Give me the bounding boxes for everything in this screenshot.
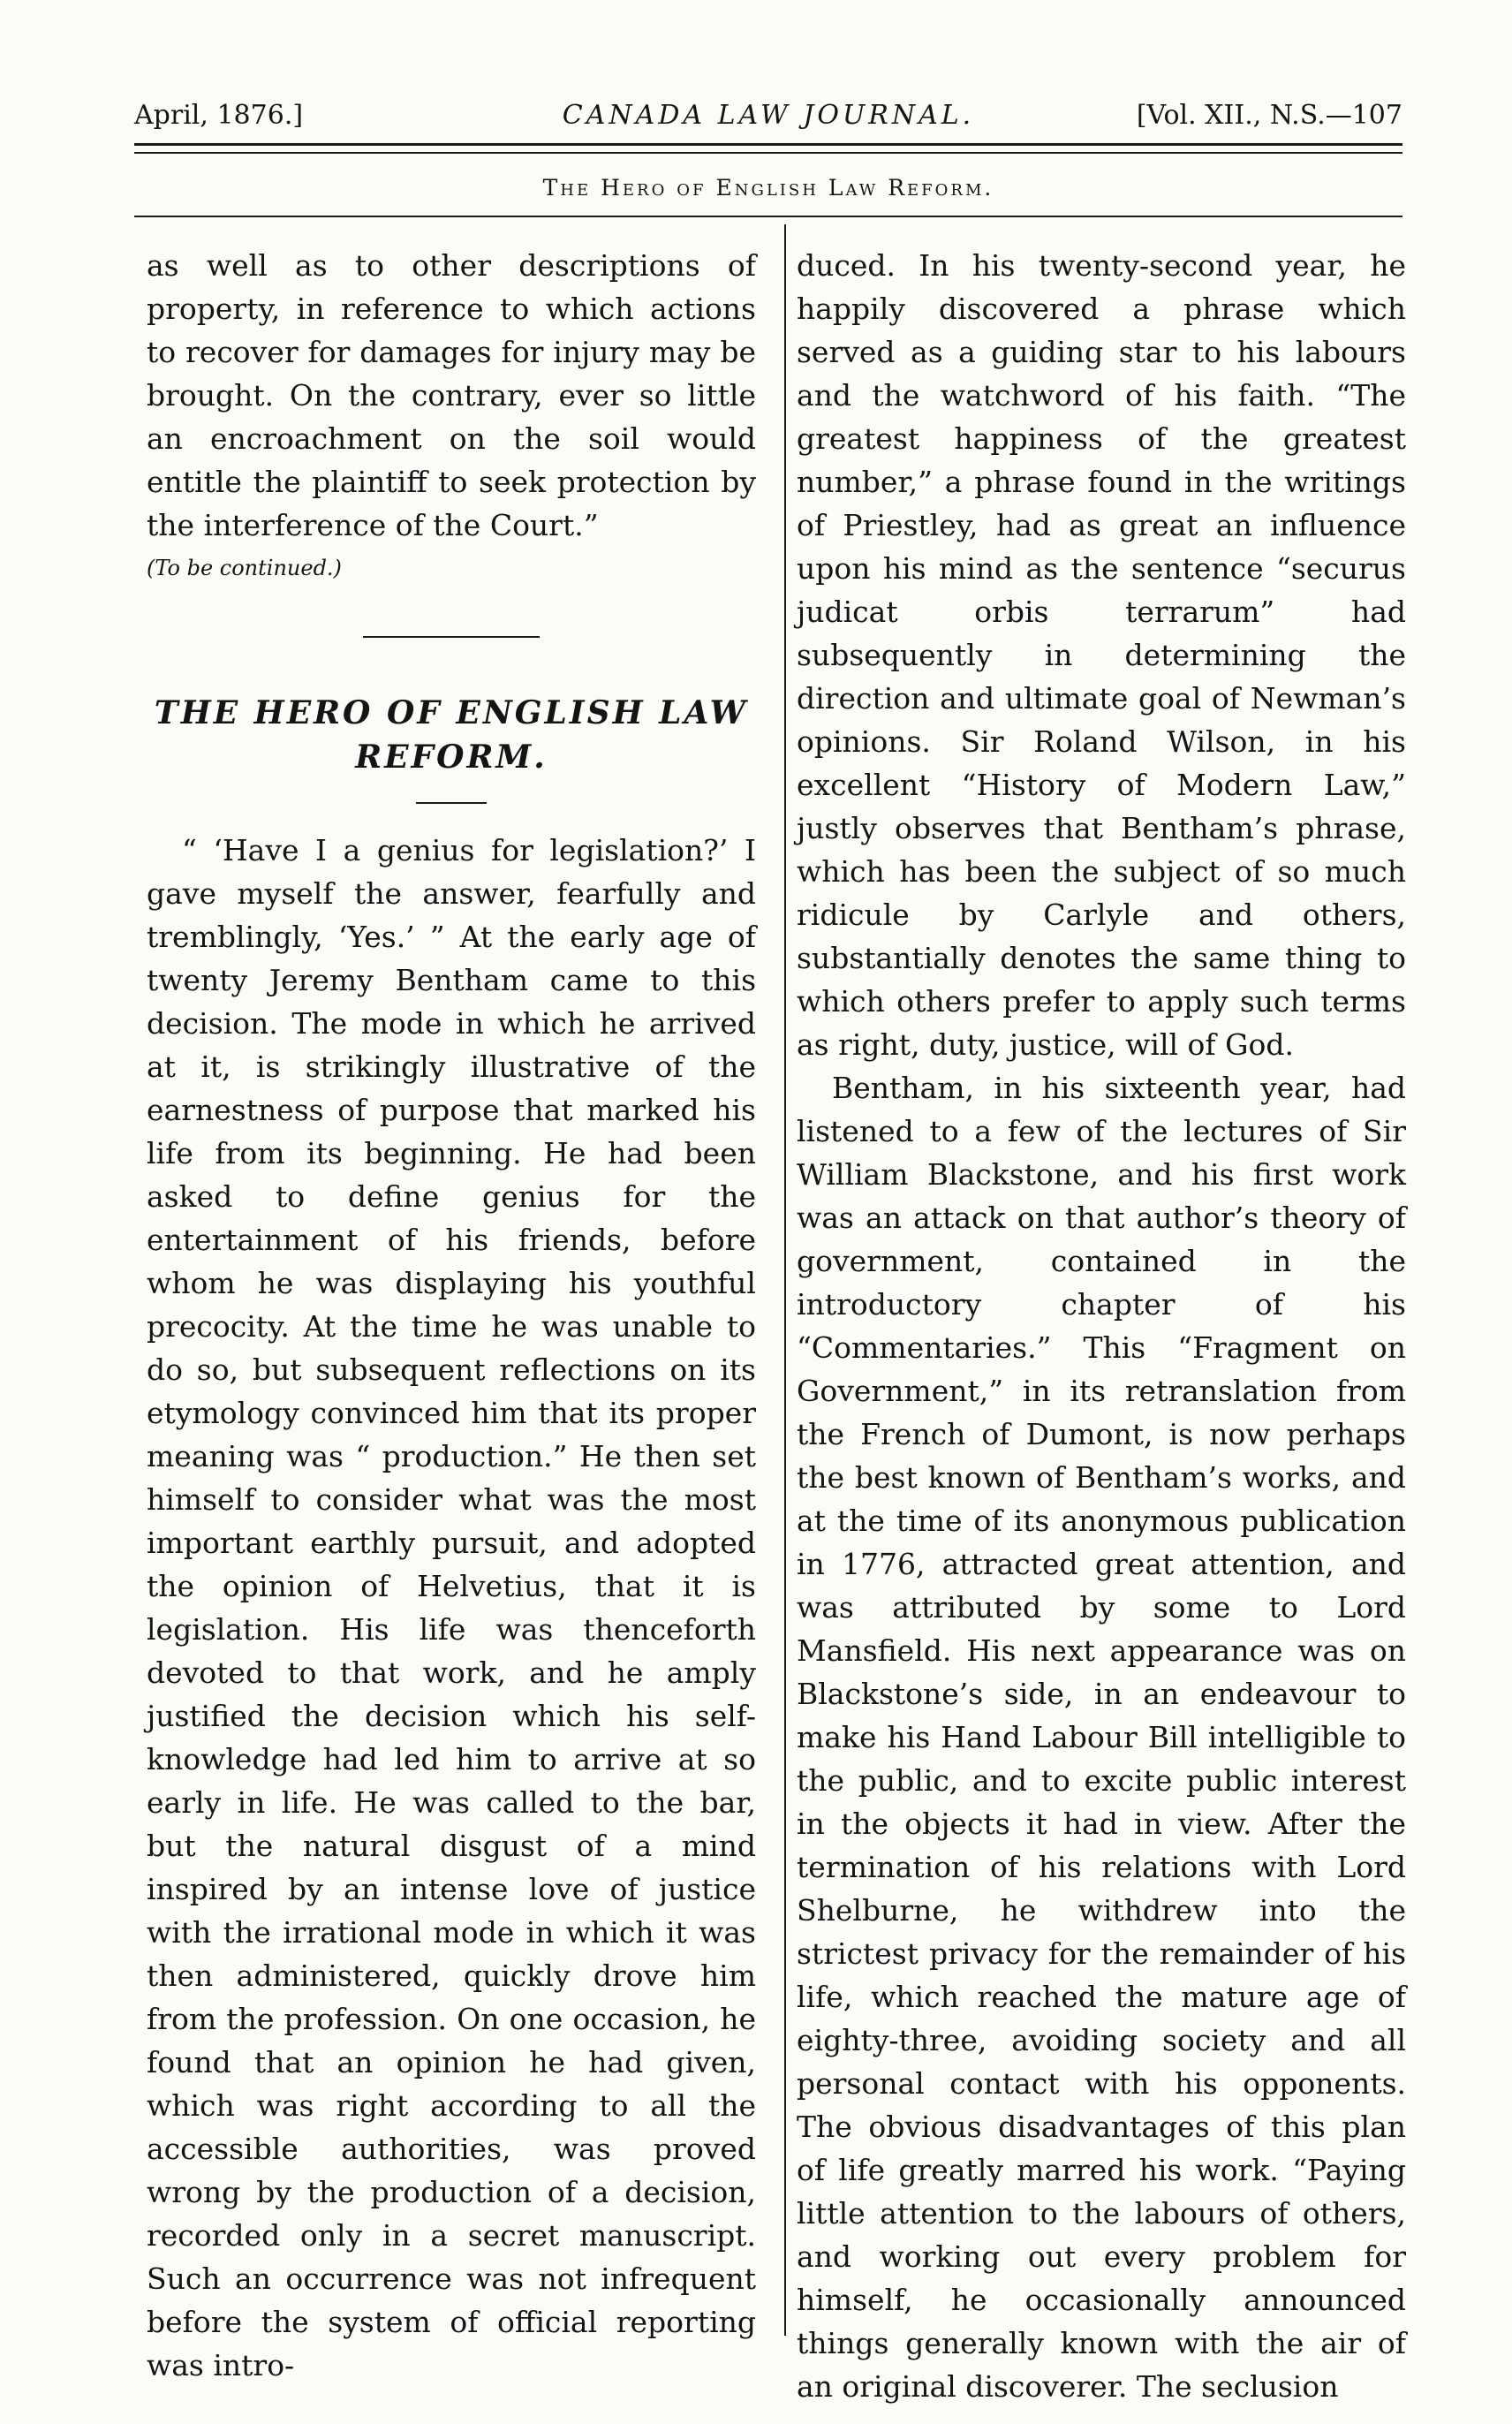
running-head — [134, 93, 1402, 137]
section-heading: The Hero of English Law Reform. — [542, 175, 994, 201]
to-be-continued-note: (To be continued.) — [147, 556, 342, 580]
right-paragraph-2: Bentham, in his sixteenth year, had listened to a few of the lectures of Sir William Blackstone, and his first work was an attack on that author’s theory of government, contained in the introductory chapter of his “Commentaries.” This “Fragment on Government,” in its retranslation from the French of Dumont, is now perhaps the best known of Bentham’s works, and at the time of its anonymous publication in 1776, attracted great attention, and was attributed by some to Lord Mansfield. His next appearance was on Blackstone’s side, in an endeavour to make his Hand Labour Bill intelligible to the public, and to excite public interest in the objects it had in view. After the termination of his relations with Lord Shelburne, he withdrew into the strictest privacy for the remainder of his life, which reached the mature age of eighty-three, avoiding society and all personal contact with his opponents. The obvious disadvantages of this plan of life greatly marred his work. “Paying little attention to the labours of others, and working out every problem for himself, he occasionally announced things generally known with the air of an original discoverer. The seclusion — [797, 1071, 1406, 2404]
left-paragraph-2: “ ‘Have I a genius for legislation?’ I gave myself the answer, fearfully and tremblingly, ‘Yes.’ ” At the early age of twenty Jeremy Bentham came to this decision. The mode in which he arrived at it, is strikingly illustrative of the earnestness of purpose that marked his life from its beginning. He had been asked to define genius for the entertainment of his friends, before whom he was displaying his youthful precocity. At the time he was unable to do so, but subsequent reflections on its etymology convinced him that its proper meaning was “ production.” He then set himself to consider what was the most important earthly pursuit, and adopted the opinion of Helvetius, that it is legislation. His life was thenceforth devoted to that work, and he amply justified the decision which his self-knowledge had led him to arrive at so early in life. He was called to the bar, but the natural disgust of a mind inspired by an intense love of justice with the irrational mode in which it was then administered, quickly drove him from the profession. On one occasion, he found that an opinion he had given, which was right according to all the accessible authorities, was proved wrong by the production of a decision, recorded only in a secret manuscript. Such an occurrence was not infrequent before the system of official reporting was intro- — [147, 833, 756, 2382]
article-separator-rule — [363, 636, 540, 638]
volume-page-number: [Vol. XII., N.S.—107 — [1136, 100, 1402, 131]
issue-date: April, 1876.] — [134, 100, 304, 131]
article-title: THE HERO OF ENGLISH LAW REFORM. — [154, 694, 749, 776]
journal-title: CANADA LAW JOURNAL. — [562, 100, 975, 131]
left-column — [147, 244, 756, 2387]
title-rule — [416, 802, 487, 804]
section-heading-rule — [134, 216, 1402, 217]
header-rule-thick — [134, 143, 1402, 146]
right-paragraph-1: duced. In his twenty-second year, he happily discovered a phrase which served as a guiding star to his labours and the watchword of his faith. “The greatest happiness of the greatest number,” a phrase found in the writings of Priestley, had as great an influence upon his mind as the sentence “securus judicat orbis terrarum” had subsequently in determining the direction and ultimate goal of Newman’s opinions. Sir Roland Wilson, in his excellent “History of Modern Law,” justly observes that Bentham’s phrase, which has been the subject of so much ridicule by Carlyle and others, substantially denotes the same thing to which others prefer to apply such terms as right, duty, justice, will of God. — [797, 248, 1406, 1062]
column-divider — [784, 224, 786, 2336]
left-paragraph-1: as well as to other descriptions of property, in reference to which actions to recover for damages for injury may be brought. On the contrary, ever so little an encroachment on the soil would entitle the plaintiff to seek protection by the interference of the Court.” — [147, 248, 756, 542]
right-column — [797, 244, 1406, 2408]
header-rule-thin — [134, 152, 1402, 154]
